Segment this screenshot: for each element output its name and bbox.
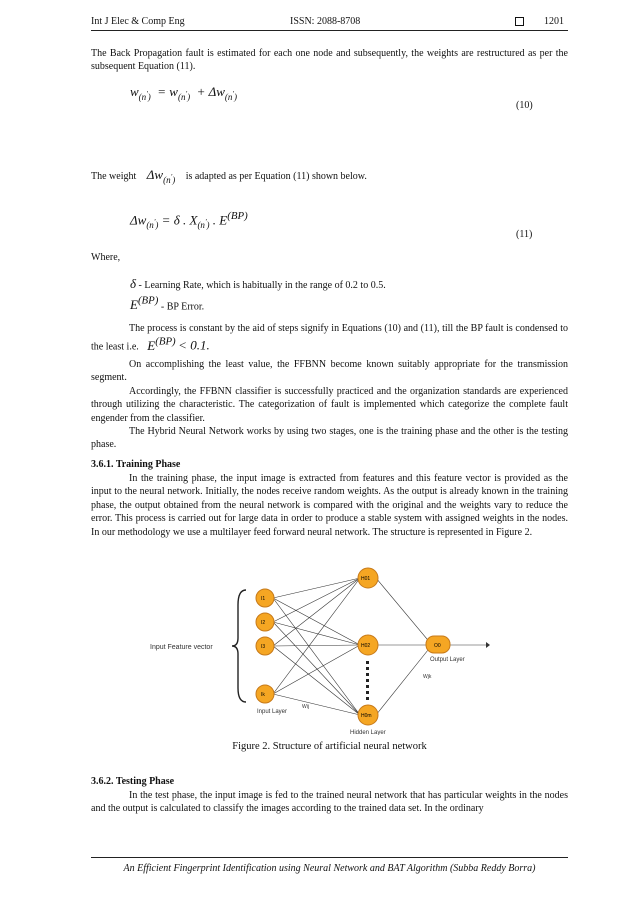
input-nodes [256, 589, 274, 703]
page-number-block [515, 16, 564, 27]
connection-lines [273, 578, 486, 715]
footer-text: An Efficient Fingerprint Identification using Neural Network and BAT Algorithm (Subba Reddy Borra) [123, 863, 536, 874]
delta-symbol: δ [130, 276, 137, 291]
paragraph-5: The Hybrid Neural Network works by using two stages, one is the training phase and the other is the testing phase. [91, 426, 568, 451]
where-label: Where, [91, 252, 121, 263]
paragraph-3-a: The process is constant by the aid of steps signify in Equations (10) and (11), till the BP fault is condensed to the least i.e. [91, 323, 568, 353]
testing-text: In the test phase, the input image is fed to the trained neural network that has particular weights in the nodes and the output is calculated to classify the images according to the trained data set. In the ordinary [91, 790, 568, 815]
weight-jk-label: Wjk [423, 674, 432, 680]
issn: ISSN: 2088-8708 [290, 16, 361, 27]
paragraph-2-pre: The weight [91, 171, 137, 182]
footer-rule [91, 857, 568, 858]
bp-condition: $E^{(BP)}$ [147, 335, 176, 353]
input-brace [232, 590, 246, 702]
equation-10-number: (10) [516, 100, 533, 111]
training-heading: 3.6.1. Training Phase [91, 459, 181, 470]
journal-name: Int J Elec & Comp Eng [91, 16, 185, 27]
checkbox-icon [515, 17, 524, 26]
input-layer-label: Input Layer [257, 709, 288, 715]
equation-11: $\Delta w_{(n')} = \delta$ . $X_{(n')}$ . $E^{(BP)}$ [130, 210, 248, 230]
hidden-ellipsis-dots [366, 661, 369, 700]
hidden-layer-label: Hidden Layer [350, 730, 386, 735]
hidden-node-1-label: H01 [361, 576, 371, 582]
bp-error-symbol: $E^{(BP)}$ [130, 295, 159, 313]
training-text: In the training phase, the input image is extracted from features and this feature vector is provided as the input to the neural network. Initially, the nodes receive random weights. As the output is already known in the training phase, the output obtained from the neural network is compared with the original and the weights vary to reduce the error. This process is carried out for large data in order to produce a stable system with assigned weights in the nodes. In our methodology we use a multilayer feed forward neural network. The structure is represented in Figure 2. [91, 473, 568, 538]
testing-heading: 3.6.2. Testing Phase [91, 776, 175, 787]
hidden-nodes [358, 568, 378, 725]
definition-delta-text: - Learning Rate, which is habitually in the range of 0.2 to 0.5. [138, 280, 386, 291]
bp-condition-value: < 0.1. [178, 337, 210, 353]
neural-network-figure [150, 560, 490, 735]
input-feature-vector-label: Input Feature vector [150, 644, 213, 651]
output-node-label: O0 [434, 643, 441, 649]
input-node-k [256, 685, 274, 703]
paragraph-3b: On accomplishing the least value, the FFBNN become known suitably appropriate for the transmission segment. [91, 359, 568, 384]
page-number: 1201 [544, 16, 564, 27]
equation-10: $w_{(n')} = w_{(n')} + \Delta w_{(n')}$ [130, 84, 238, 102]
figure-caption: Figure 2. Structure of artificial neural network [232, 741, 427, 752]
delta-w-symbol: $\Delta w_{(n')}$ [146, 167, 176, 185]
hidden-node-m-label: H0m [361, 713, 372, 719]
definition-bp [130, 295, 204, 313]
paragraph-4: Accordingly, the FFBNN classifier is successfully practiced and the organization standards are experienced through utilizing the characteristic. The categorization of fault is implemented which categorize the complete fault engender from the classifier. [91, 386, 568, 424]
paragraph-2 [91, 167, 367, 185]
input-node-2-label: I2 [261, 620, 266, 626]
header-rule [91, 30, 568, 31]
paragraph-1: The Back Propagation fault is estimated for each one node and subsequently, the weights are restructured as per the subsequent Equation (11). [91, 48, 568, 73]
input-node-3-label: I3 [261, 644, 266, 650]
input-node-1-label: I1 [261, 596, 266, 602]
definition-bp-text: - BP Error. [160, 301, 205, 313]
paragraph-3 [91, 322, 568, 354]
input-node-k-label: Ik [261, 692, 265, 698]
output-layer-label: Output Layer [430, 657, 465, 663]
paragraph-2-post: is adapted as per Equation (11) shown below. [185, 171, 367, 182]
equation-11-number: (11) [516, 229, 533, 240]
weight-ij-label: Wij [302, 704, 309, 710]
hidden-node-2-label: H02 [361, 643, 371, 649]
definition-delta [130, 276, 386, 292]
